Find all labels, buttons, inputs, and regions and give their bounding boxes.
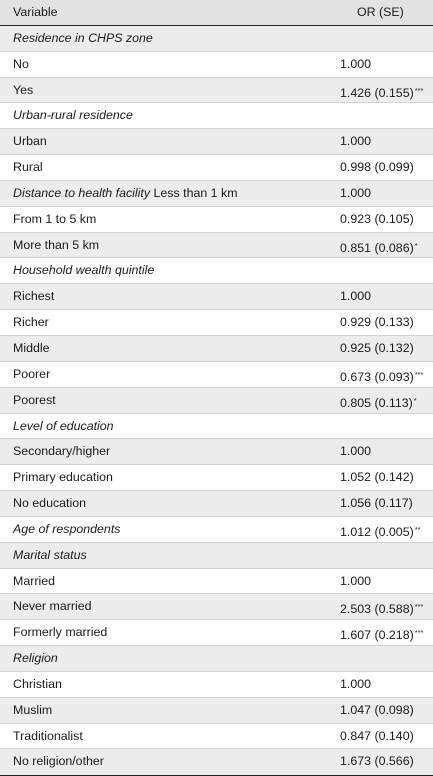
table-row	[0, 594, 433, 620]
row-variable-cell	[13, 620, 107, 646]
row-or-se-cell	[340, 52, 371, 78]
row-variable-label: Urban	[13, 134, 47, 149]
significance-marker: **	[414, 524, 421, 534]
table-row	[0, 26, 433, 52]
row-variable-label: No religion/other	[13, 754, 104, 769]
row-variable-label: Rural	[13, 160, 43, 175]
table-row	[0, 491, 433, 517]
row-or-se-value: 0.805 (0.113)	[340, 395, 413, 410]
row-or-se-value: 0.925 (0.132)	[340, 340, 414, 355]
table-row	[0, 284, 433, 310]
row-variable-label: No education	[13, 496, 87, 511]
row-or-se-cell	[340, 181, 371, 207]
row-or-se-value: 1.000	[340, 676, 372, 691]
row-variable-cell	[13, 258, 154, 284]
significance-marker: ***	[414, 369, 424, 379]
row-variable-cell	[13, 103, 133, 129]
row-or-se-value: 1.012 (0.005)	[340, 524, 414, 539]
row-variable-label: Distance to health facility	[13, 185, 151, 200]
table-row	[0, 620, 433, 646]
row-or-se-value: 1.607 (0.218)	[340, 628, 414, 643]
row-or-se-value: 0.673 (0.093)	[340, 369, 414, 384]
row-variable-cell	[13, 52, 29, 78]
row-or-se-cell	[340, 388, 417, 417]
row-variable-cell	[13, 26, 153, 52]
table-row	[0, 517, 433, 543]
row-or-se-value: 1.673 (0.566)	[340, 754, 414, 769]
row-variable-cell	[13, 207, 96, 233]
row-or-se-cell	[340, 284, 371, 310]
row-variable-label: Age of respondents	[13, 521, 121, 536]
row-variable-label: Level of education	[13, 418, 114, 433]
row-variable-label: Middle	[13, 340, 50, 355]
row-or-se-cell	[340, 491, 413, 517]
row-variable-label: Secondary/higher	[13, 444, 111, 459]
row-variable-label: No	[13, 56, 29, 71]
row-variable-label: Yes	[13, 82, 34, 97]
row-or-se-cell	[340, 620, 423, 649]
table-row	[0, 698, 433, 724]
row-variable-cell	[13, 284, 54, 310]
row-variable-cell	[13, 181, 238, 207]
table-row	[0, 129, 433, 155]
row-variable-cell	[13, 465, 113, 491]
row-variable-cell	[13, 517, 120, 543]
row-or-se-value: 0.923 (0.105)	[340, 211, 414, 226]
row-variable-label: Richer	[13, 315, 49, 330]
row-variable-label: Traditionalist	[13, 728, 83, 743]
table-row	[0, 646, 433, 672]
table-row	[0, 543, 433, 569]
table-row	[0, 362, 433, 388]
row-variable-label: Poorest	[13, 392, 56, 407]
row-variable-cell	[13, 310, 49, 336]
table-row	[0, 439, 433, 465]
table-row	[0, 181, 433, 207]
row-variable-label: Never married	[13, 599, 92, 614]
row-variable-cell	[13, 724, 83, 750]
row-variable-label: From 1 to 5 km	[13, 211, 97, 226]
row-variable-label: Residence in CHPS zone	[13, 30, 153, 45]
row-or-se-value: 1.000	[340, 289, 372, 304]
table-body	[0, 26, 433, 775]
significance-marker: ***	[414, 628, 424, 638]
row-variable-cell	[13, 594, 92, 620]
row-variable-cell	[13, 233, 99, 259]
row-or-se-value: 1.047 (0.098)	[340, 702, 414, 717]
row-or-se-value: 1.056 (0.117)	[340, 496, 413, 511]
row-or-se-value: 2.503 (0.588)	[340, 602, 414, 617]
table-row	[0, 749, 433, 775]
row-or-se-cell	[340, 155, 414, 181]
row-or-se-cell	[340, 78, 423, 107]
row-or-se-value: 0.851 (0.086)	[340, 240, 414, 255]
row-variable-label: Muslim	[13, 702, 53, 717]
significance-marker: ***	[414, 85, 424, 95]
row-variable-label: More than 5 km	[13, 237, 100, 252]
row-variable-label: Marital status	[13, 547, 87, 562]
table-row	[0, 724, 433, 750]
row-or-se-cell	[340, 517, 421, 546]
row-variable-cell	[13, 336, 50, 362]
table-row	[0, 103, 433, 129]
row-or-se-value: 1.052 (0.142)	[340, 470, 414, 485]
significance-marker: *	[413, 395, 417, 405]
row-variable-cell	[13, 439, 110, 465]
table-row	[0, 414, 433, 440]
table-row	[0, 233, 433, 259]
row-or-se-value: 1.000	[340, 134, 372, 149]
table-row	[0, 258, 433, 284]
significance-marker: ***	[414, 602, 424, 612]
row-or-se-value: 0.929 (0.133)	[340, 315, 414, 330]
row-variable-cell	[13, 362, 50, 388]
row-variable-cell	[13, 129, 47, 155]
row-variable-label: Primary education	[13, 470, 113, 485]
row-variable-cell	[13, 388, 56, 414]
row-or-se-value: 1.000	[340, 56, 372, 71]
row-variable-cell	[13, 543, 87, 569]
row-variable-label: Poorer	[13, 366, 51, 381]
table-header-row	[0, 0, 433, 26]
table-row	[0, 207, 433, 233]
table-row	[0, 672, 433, 698]
row-variable-reference-label: Less than 1 km	[150, 185, 238, 200]
row-or-se-cell	[340, 749, 414, 775]
table-row	[0, 155, 433, 181]
row-variable-cell	[13, 414, 114, 440]
row-or-se-cell	[340, 594, 423, 623]
row-or-se-cell	[340, 569, 371, 595]
row-or-se-cell	[340, 672, 371, 698]
table-row	[0, 310, 433, 336]
header-variable: Variable	[13, 5, 58, 19]
significance-marker: *	[414, 240, 418, 250]
row-or-se-value: 1.000	[340, 444, 372, 459]
row-or-se-cell	[340, 336, 414, 362]
row-variable-cell	[13, 749, 104, 775]
row-variable-label: Religion	[13, 651, 58, 666]
table-row	[0, 336, 433, 362]
row-or-se-cell	[340, 724, 414, 750]
row-variable-cell	[13, 491, 86, 517]
row-or-se-cell	[340, 439, 371, 465]
row-variable-label: Christian	[13, 676, 62, 691]
row-or-se-cell	[340, 465, 414, 491]
table-row	[0, 465, 433, 491]
row-variable-cell	[13, 155, 43, 181]
table-row	[0, 569, 433, 595]
row-variable-label: Married	[13, 573, 55, 588]
row-variable-cell	[13, 78, 33, 104]
table-row	[0, 388, 433, 414]
row-variable-cell	[13, 672, 62, 698]
row-variable-cell	[13, 698, 52, 724]
row-or-se-value: 0.847 (0.140)	[340, 728, 414, 743]
row-variable-label: Formerly married	[13, 625, 108, 640]
header-or-se: OR (SE)	[357, 5, 404, 19]
row-or-se-value: 1.000	[340, 573, 372, 588]
row-or-se-cell	[340, 207, 414, 233]
table-row	[0, 52, 433, 78]
table-row	[0, 78, 433, 104]
row-or-se-value: 1.426 (0.155)	[340, 85, 414, 100]
row-or-se-cell	[340, 233, 418, 262]
row-or-se-cell	[340, 129, 371, 155]
row-variable-cell	[13, 569, 55, 595]
row-or-se-cell	[340, 698, 414, 724]
row-or-se-cell	[340, 362, 423, 391]
row-or-se-value: 0.998 (0.099)	[340, 160, 414, 175]
row-or-se-cell	[340, 310, 414, 336]
row-or-se-value: 1.000	[340, 185, 372, 200]
row-variable-label: Richest	[13, 289, 55, 304]
row-variable-label: Household wealth quintile	[13, 263, 155, 278]
row-variable-label: Urban-rural residence	[13, 108, 133, 123]
row-variable-cell	[13, 646, 58, 672]
